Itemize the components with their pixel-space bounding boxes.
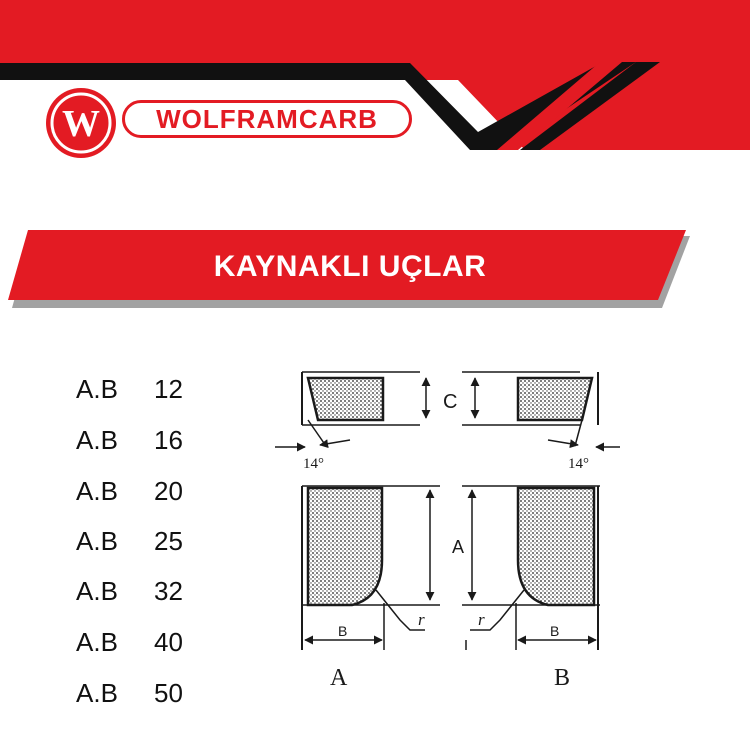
brand-monogram: W [62, 103, 100, 145]
model-prefix: A.B [76, 526, 118, 556]
model-size: 50 [154, 678, 183, 708]
model-size: 12 [154, 374, 183, 404]
model-size: 40 [154, 627, 183, 657]
dimension-b-left-label: B [338, 623, 348, 639]
dimension-b-right-label: B [550, 623, 560, 639]
radius-right-label: r [478, 610, 485, 629]
model-prefix: A.B [76, 627, 118, 657]
radius-left-label: r [418, 610, 425, 629]
angle-label-right: 14° [568, 456, 589, 472]
model-prefix: A.B [76, 425, 118, 455]
model-size: 32 [154, 576, 183, 606]
model-prefix: A.B [76, 374, 118, 404]
brand-logo-icon [44, 86, 118, 160]
model-prefix: A.B [76, 476, 118, 506]
model-size: 20 [154, 476, 183, 506]
side-view-a [275, 372, 420, 447]
page-title: KAYNAKLI UÇLAR [213, 250, 487, 283]
dimension-c-label: C [443, 391, 458, 413]
brand-name: WOLFRAMCARB [122, 100, 412, 138]
type-a-label: A [330, 665, 348, 691]
type-b-label: B [554, 665, 571, 691]
tip-technical-drawing [260, 360, 630, 700]
model-size: 16 [154, 425, 183, 455]
model-prefix: A.B [76, 678, 118, 708]
model-prefix: A.B [76, 576, 118, 606]
dimension-a-label: A [452, 537, 465, 557]
front-view-b [466, 486, 598, 650]
side-view-b [518, 372, 620, 447]
angle-label-left: 14° [303, 456, 324, 472]
model-size: 25 [154, 526, 183, 556]
